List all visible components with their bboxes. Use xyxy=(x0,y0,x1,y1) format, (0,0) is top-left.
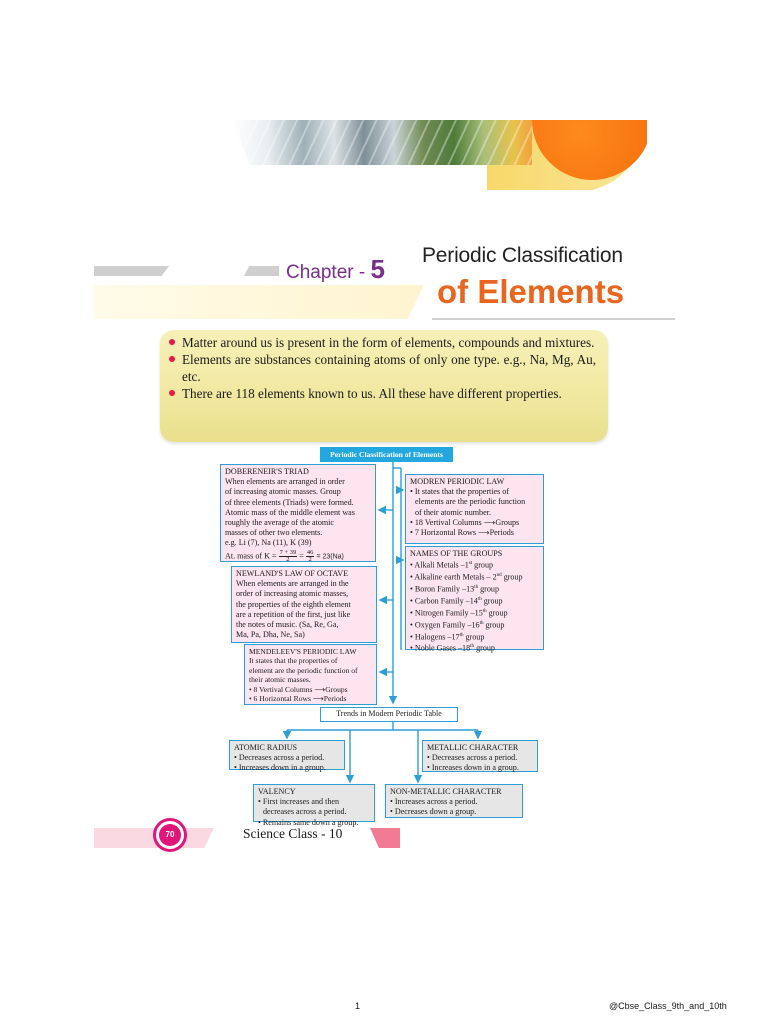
box-heading: NEWLAND'S LAW OF OCTAVE xyxy=(236,569,349,578)
box-line: the properties of the eighth element xyxy=(236,599,351,609)
right-arrow-icon: ⟶ xyxy=(483,517,496,527)
non-metallic-character-box xyxy=(385,784,523,818)
dobereiner-triad-box xyxy=(220,464,376,562)
box-line: e.g. Li (7), Na (11), K (39) xyxy=(225,538,312,548)
class-label: Science Class - 10 xyxy=(243,826,343,841)
intro-point: Matter around us is present in the form of elements, compounds and mixtures. xyxy=(182,335,595,350)
box-line: • Increases down in a group. xyxy=(427,763,519,773)
modern-periodic-law-box xyxy=(405,474,544,544)
atomic-radius-box xyxy=(229,740,345,773)
box-line: When elements are arranged in order xyxy=(225,477,345,487)
formula-prefix: At. mass of K = xyxy=(225,550,277,560)
box-line: • Decreases down a group. xyxy=(390,807,477,817)
group-item: • Oxygen Family –16th group xyxy=(410,620,505,630)
box-line: Ma, Pa, Dha, Ne, Sa) xyxy=(236,630,305,640)
box-line: elements are the periodic function xyxy=(415,497,526,507)
box-heading: MENDELEEV'S PERIODIC LAW xyxy=(249,647,357,656)
box-line: roughly the average of the atomic xyxy=(225,518,334,528)
box-heading: DOBERENEIR'S TRIAD xyxy=(225,467,309,476)
page-badge-number: 70 xyxy=(159,824,181,846)
box-heading: VALENCY xyxy=(258,787,296,796)
box-line: • Increases down in a group. xyxy=(234,763,326,773)
group-item: • Boron Family –13th group xyxy=(410,584,500,594)
box-line: It states that the properties of xyxy=(249,656,338,666)
chapter-title-line1: Periodic Classification xyxy=(422,244,623,267)
valency-box xyxy=(253,784,375,827)
box-heading: MODREN PERIODIC LAW xyxy=(410,477,505,486)
group-item: • Nitrogen Family –15th group xyxy=(410,608,508,618)
box-line: • Increases across a period. xyxy=(390,797,478,807)
intro-point: There are 118 elements known to us. All these have different properties. xyxy=(182,385,596,402)
box-line: When elements are arranged in the xyxy=(236,579,349,589)
chapter-title-line2: of Elements xyxy=(437,273,625,310)
page-badge xyxy=(153,818,187,852)
diagram-title: Periodic Classification of Elements xyxy=(320,447,453,462)
box-line: element are the periodic function of xyxy=(249,665,358,675)
right-arrow-icon: ⟶ xyxy=(478,528,490,538)
box-line: their atomic masses. xyxy=(249,675,311,685)
intro-point: Elements are substances containing atoms of only one type. e.g., Na, Mg, Au, etc. xyxy=(182,352,596,384)
box-line: • First increases and then xyxy=(258,797,340,807)
trends-box: Trends in Modern Periodic Table xyxy=(320,707,458,722)
box-heading: METALLIC CHARACTER xyxy=(427,743,519,752)
chapter-text: Chapter - xyxy=(286,262,366,283)
page-number: 1 xyxy=(355,1001,361,1011)
right-arrow-icon: ⟶ xyxy=(314,684,326,694)
box-heading: NAMES OF THE GROUPS xyxy=(410,549,503,558)
box-line: decreases across a period. xyxy=(263,807,347,817)
metallic-character-box xyxy=(422,740,538,772)
newland-octave-box xyxy=(231,566,377,643)
box-line: of three elements (Triads) were formed. xyxy=(225,497,354,507)
box-line: • Decreases across a period. xyxy=(234,753,325,763)
mendeleev-row-groups: • 8 Vertival Columns ⟶Groups xyxy=(249,684,348,694)
box-line: masses of other two elements. xyxy=(225,528,323,538)
dobereiner-formula: At. mass of K = $\frac{7 + 39}{2}$ = $\frac{46}{2}$ = 23(Na) xyxy=(225,548,344,563)
chapter-number: 5 xyxy=(370,254,385,284)
box-heading: NON-METALLIC CHARACTER xyxy=(390,787,502,796)
box-heading: ATOMIC RADIUS xyxy=(234,743,298,752)
group-item: • Noble Gases –18th group xyxy=(410,644,495,654)
group-item: • Halogens –17th group xyxy=(410,632,485,642)
group-item: • Alkaline earth Metals – 2nd group xyxy=(410,572,523,582)
group-item: • Alkali Metals –1st group xyxy=(410,560,494,570)
source-handle: @Cbse_Class_9th_and_10th xyxy=(609,1001,727,1011)
mendeleev-row-periods: • 6 Horizontal Rows ⟶Periods xyxy=(249,694,347,704)
modern-row-periods: • 7 Horizontal Rows ⟶Periods xyxy=(410,528,514,538)
box-line: • Decreases across a period. xyxy=(427,753,518,763)
box-line: of their atomic number. xyxy=(415,507,491,517)
formula-fraction-2: $\frac{46}{2}$ xyxy=(306,548,314,563)
box-line: the notes of music. (Sa, Re, Ga, xyxy=(236,620,339,630)
box-line: order of increasing atomic masses, xyxy=(236,589,349,599)
group-names-box xyxy=(405,546,544,654)
mendeleev-law-box xyxy=(244,644,377,705)
group-item: • Carbon Family –14th group xyxy=(410,596,503,606)
box-line: • Remains same down a group. xyxy=(258,817,359,827)
box-line: • It states that the properties of xyxy=(410,487,510,497)
modern-row-groups: • 18 Vertival Columns ⟶Groups xyxy=(410,517,520,527)
box-line: are a repetition of the first, just like xyxy=(236,609,351,619)
box-line: Atomic mass of the middle element was xyxy=(225,507,355,517)
right-arrow-icon: ⟶ xyxy=(312,694,324,704)
formula-fraction-1: $\frac{7 + 39}{2}$ xyxy=(279,548,297,563)
box-line: of increasing atomic masses. Group xyxy=(225,487,341,497)
formula-result: = 23(Na) xyxy=(316,552,344,560)
